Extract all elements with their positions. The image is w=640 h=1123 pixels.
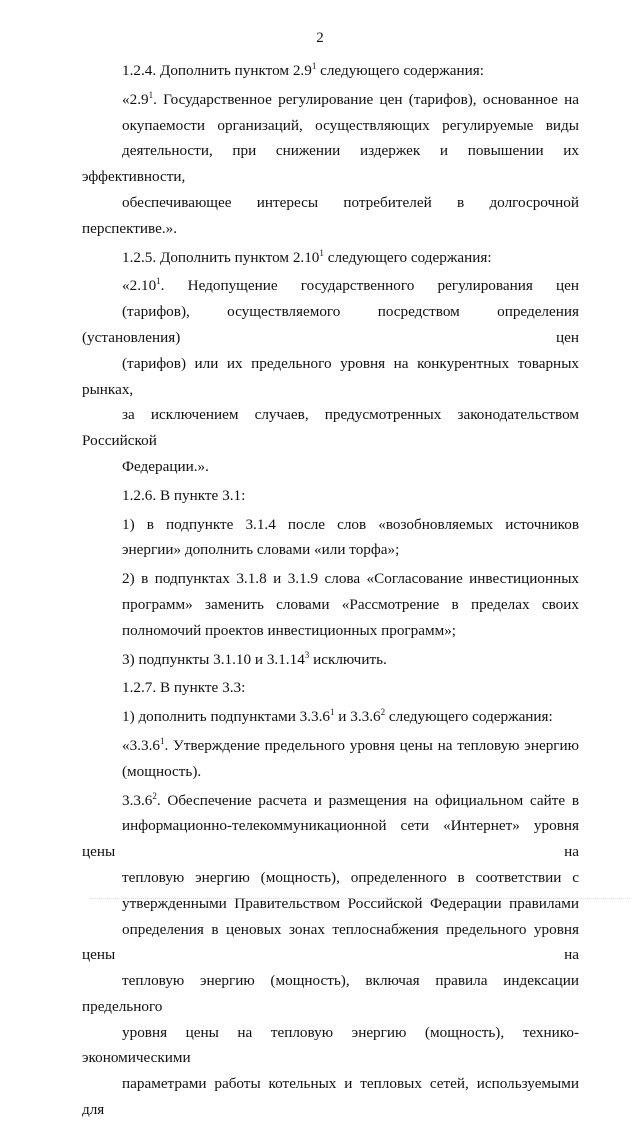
text-line [82,704,579,730]
paragraph-item-3 [82,647,579,673]
text-span: и 3.3.6 [334,708,381,726]
text-span: 3.3.6 [122,791,153,809]
text-line: определения в ценовых зонах теплоснабжения предельного уровня цены на [82,920,579,964]
paragraph-1-2-7 [82,675,579,701]
text-span: «2.9 [122,90,149,108]
text-line: информационно-телекоммуникационной сети «Интернет» уровня цены на [82,817,579,861]
text-span: 1.2.5. Дополнить пунктом 2.10 [122,248,320,266]
superscript: 2 [380,707,386,718]
paragraph-2-10-1 [82,273,579,479]
text-line: (тарифов) или их предельного уровня на конкурентных товарных рынках, [82,354,579,398]
text-line: параметрами работы котельных и тепловых сетей, используемыми для [82,1075,579,1119]
text-span: 1) дополнить подпунктами 3.3.6 [122,708,330,726]
text-line: утвержденными Правительством Российской Федерации правилами [122,894,579,912]
superscript: 1 [330,707,335,718]
text-line [82,788,579,814]
text-span: «2.10 [122,277,157,295]
superscript: 1 [319,247,324,258]
text-line: программ» заменить словами «Рассмотрение в пределах своих [122,595,579,613]
text-span: исключить. [309,650,387,668]
superscript: 1 [159,735,165,746]
text-line: 1.2.7. В пункте 3.3: [122,679,246,697]
text-line [82,273,579,299]
text-line [82,87,579,113]
paragraph-3-3-6-1 [82,733,579,785]
paragraph-add-subitems [82,704,579,730]
paragraph-item-1 [82,512,579,564]
text-span: 1.2.4. Дополнить пунктом 2.9 [122,62,312,79]
superscript: 2 [152,790,157,801]
text-line: Федерации.». [122,457,209,475]
superscript: 1 [311,61,317,71]
paragraph-3-3-6-2 [82,788,579,1123]
text-line: обеспечивающее интересы потребителей в долгосрочной перспективе.». [82,193,579,237]
text-line: (мощность). [122,762,202,780]
text-line: энергии» дополнить словами «или торфа»; [122,541,400,559]
paragraph-2-9-1 [82,87,579,242]
text-line: 1.2.6. В пункте 3.1: [122,486,246,504]
scan-artifact-line [90,898,630,905]
paragraph-1-2-6 [82,483,579,509]
text-line: уровня цены на тепловую энергию (мощность), технико-экономическими [82,1023,579,1067]
page-number: 2 [316,30,324,46]
text-line: окупаемости организаций, осуществляющих регулируемые виды [122,116,579,134]
text-line: 1) в подпункте 3.1.4 после слов «возобновляемых источников [122,515,579,533]
text-line [82,733,579,759]
text-span: . Недопущение государственного регулирования цен [160,277,579,295]
superscript: 1 [148,89,154,100]
superscript: 1 [156,276,161,287]
text-line [82,647,579,673]
text-span: . Утверждение предельного уровня цены на тепловую энергию [164,736,579,754]
text-line: тепловую энергию (мощность), включая правила индексации предельного [82,972,579,1015]
text-line: (тарифов), осуществляемого посредством определения (установления) цен [82,303,579,346]
text-span: «3.3.6 [122,736,160,754]
text-line: за исключением случаев, предусмотренных законодательством Российской [82,406,579,450]
text-line: деятельности, при снижении издержек и повышении их эффективности, [82,142,579,186]
text-line [82,58,579,84]
paragraph-1-2-4 [82,58,579,84]
text-span: . Государственное регулирование цен (тарифов), основанное на [153,90,579,108]
text-line [82,245,579,271]
text-span: следующего содержания: [385,708,553,726]
text-line: тепловую энергию (мощность), определенного в соответствии с [122,868,579,886]
text-span: следующего содержания: [323,248,492,266]
paragraph-item-2 [82,566,579,643]
document-body [82,58,579,1123]
text-line: полномочий проектов инвестиционных программ»; [122,621,457,639]
paragraph-1-2-5 [82,245,579,271]
superscript: 3 [304,649,310,660]
text-span: 3) подпункты 3.1.10 и 3.1.14 [122,650,305,668]
text-span: следующего содержания: [316,62,484,79]
text-line: 2) в подпунктах 3.1.8 и 3.1.9 слова «Согласование инвестиционных [122,570,579,588]
text-span: . Обеспечение расчета и размещения на официальном сайте в [156,791,579,809]
